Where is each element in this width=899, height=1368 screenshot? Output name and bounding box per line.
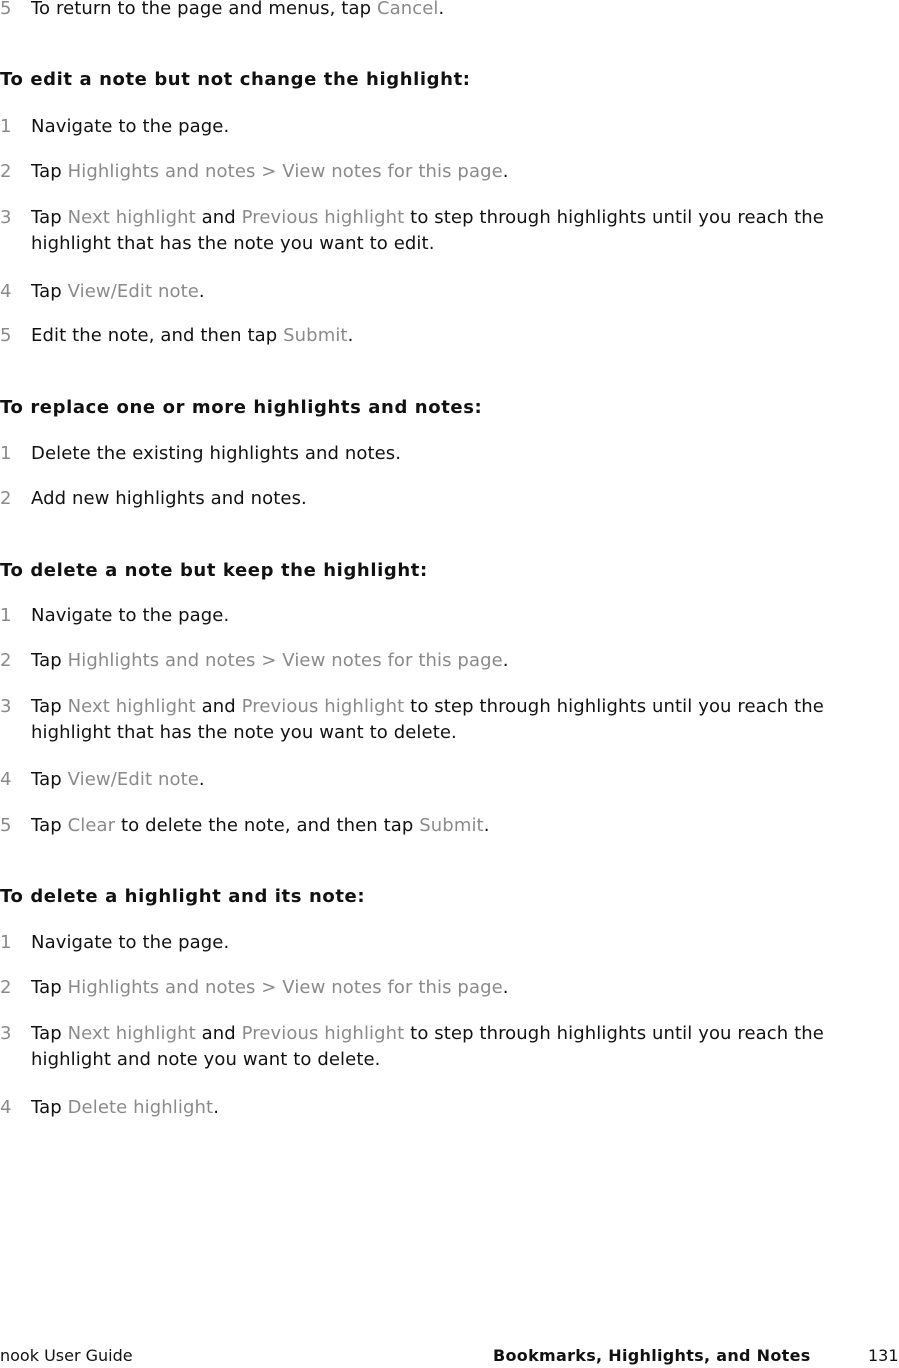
step-number: 2 [0,488,12,509]
step-text-run: Tap [31,281,68,302]
step-text [31,0,887,22]
step-text-run: to step through highlights until you reach the highlight that has the note you want to edit. [31,207,824,254]
step-number: 5 [0,0,12,19]
section-heading: To delete a note but keep the highlight: [0,560,428,581]
ui-term: Delete highlight [67,1097,214,1118]
step-item [0,114,891,140]
step-text-run: . [502,977,509,998]
step-text [31,323,887,349]
step-item [0,486,891,512]
step-text [31,1021,887,1073]
step-item [0,205,891,257]
step-text [31,813,887,839]
step-item [0,648,891,674]
step-text-run: and [195,207,242,228]
step-text-run: Navigate to the page. [31,932,230,953]
ui-term: View/Edit note [67,769,199,790]
ui-term: Previous highlight [241,207,405,228]
ui-term: Next highlight [67,696,196,717]
step-item [0,930,891,956]
section-heading: To replace one or more highlights and notes: [0,397,483,418]
step-text-run: Add new highlights and notes. [31,488,307,509]
ui-term: Cancel [376,0,439,19]
step-text-run: . [213,1097,220,1118]
step-number: 4 [0,281,12,302]
step-text-run: Tap [31,977,68,998]
step-number: 3 [0,207,12,228]
step-text [31,159,887,185]
step-text-run: Navigate to the page. [31,605,230,626]
step-text [31,603,887,629]
footer-section-title: Bookmarks, Highlights, and Notes [493,1346,811,1365]
step-number: 1 [0,932,12,953]
ui-term: Previous highlight [241,696,405,717]
step-item [0,159,891,185]
step-number: 5 [0,815,12,836]
step-text-run: To return to the page and menus, tap [31,0,377,19]
step-text-run: . [347,325,354,346]
section-heading: To edit a note but not change the highlight: [0,69,471,90]
step-number: 5 [0,325,12,346]
step-text [31,1095,887,1121]
step-item [0,441,891,467]
step-number: 2 [0,650,12,671]
step-item [0,813,891,839]
step-text-run: . [198,769,205,790]
step-number: 1 [0,605,12,626]
step-text-run: Navigate to the page. [31,116,230,137]
step-number: 1 [0,116,12,137]
step-item [0,0,891,22]
ui-term: Highlights and notes > View notes for this page [67,977,503,998]
step-text [31,694,887,746]
step-text-run: Tap [31,815,68,836]
step-text-run: Tap [31,1023,68,1044]
ui-term: Clear [67,815,116,836]
step-text-run: . [502,161,509,182]
step-text-run: to step through highlights until you reach the highlight and note you want to delete. [31,1023,824,1070]
footer-guide-title: nook User Guide [0,1346,133,1365]
step-item [0,279,891,305]
step-number: 2 [0,977,12,998]
ui-term: Previous highlight [241,1023,405,1044]
step-text [31,975,887,1001]
step-item [0,1095,891,1121]
step-text-run: Delete the existing highlights and notes. [31,443,402,464]
step-text-run: . [438,0,445,19]
step-item [0,975,891,1001]
step-item [0,1021,891,1073]
step-text [31,930,887,956]
step-text [31,648,887,674]
step-text-run: and [195,1023,242,1044]
step-text-run: Tap [31,1097,68,1118]
step-number: 2 [0,161,12,182]
step-item [0,694,891,746]
footer-page-number: 131 [868,1346,899,1365]
step-item [0,323,891,349]
step-text [31,441,887,467]
step-text-run: to delete the note, and then tap [115,815,420,836]
step-text-run: Tap [31,161,68,182]
ui-term: Highlights and notes > View notes for this page [67,650,503,671]
ui-term: Submit [419,815,484,836]
step-text [31,205,887,257]
step-item [0,603,891,629]
step-text [31,114,887,140]
step-text-run: . [483,815,490,836]
step-number: 4 [0,1097,12,1118]
ui-term: Submit [283,325,348,346]
step-text [31,279,887,305]
ui-term: Next highlight [67,1023,196,1044]
step-text [31,486,887,512]
step-number: 3 [0,696,12,717]
step-item [0,767,891,793]
step-number: 4 [0,769,12,790]
step-text-run: to step through highlights until you reach the highlight that has the note you want to delete. [31,696,824,743]
step-number: 3 [0,1023,12,1044]
step-text-run: . [198,281,205,302]
step-text-run: and [195,696,242,717]
step-text-run: Tap [31,650,68,671]
ui-term: Highlights and notes > View notes for this page [67,161,503,182]
section-heading: To delete a highlight and its note: [0,886,366,907]
ui-term: Next highlight [67,207,196,228]
step-number: 1 [0,443,12,464]
ui-term: View/Edit note [67,281,199,302]
step-text-run: Edit the note, and then tap [31,325,284,346]
step-text-run: Tap [31,207,68,228]
step-text-run: Tap [31,769,68,790]
step-text-run: Tap [31,696,68,717]
step-text-run: . [502,650,509,671]
step-text [31,767,887,793]
